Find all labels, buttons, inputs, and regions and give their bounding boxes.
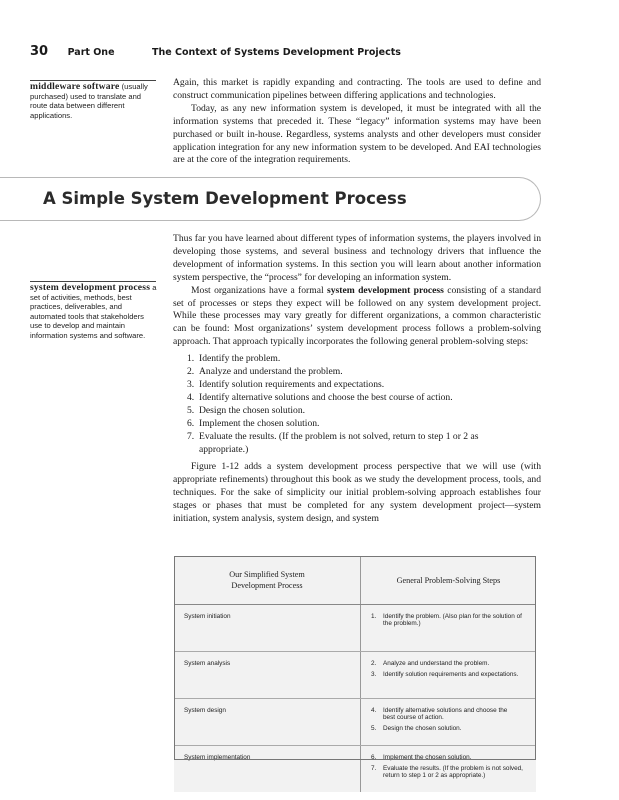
section-body [173,233,541,526]
stage-cell: System implementation [174,746,361,793]
section-paragraph: Thus far you have learned about different types of information systems, the players involved in developing those systems, and several business and technology drivers that influence the development of information systems. In this section you will learn about another information system perspective, the “process” for developing an information system. [173,233,541,283]
table-header-process: Our Simplified System Development Process [174,556,361,605]
table-header-steps: General Problem-Solving Steps [361,556,537,605]
steps-cell: 4. Identify alternative solutions and choose the best course of action. 5. Design the chosen solution. [361,699,537,746]
table-row [174,652,536,699]
problem-solving-steps [173,353,541,456]
part-label: Part One [67,47,115,58]
intro-paragraph: Again, this market is rapidly expanding and contracting. The tools are used to define and construct communication pipelines between differing applications and technologies. [173,77,541,101]
glossary-entry-middleware [30,82,160,120]
glossary-definition: (usually purchased) used to translate and route data between different applications. [30,82,148,120]
list-item: 2. Analyze and understand the problem. [187,366,343,378]
running-header [30,44,590,59]
table-row [174,746,536,793]
list-item: 7. Evaluate the results. (If the problem is not solved, return to step 1 or 2 as appropriate.) [187,430,479,455]
list-item: 4. Identify alternative solutions and choose the best course of action. [187,391,453,403]
section-paragraph: Figure 1-12 adds a system development process perspective that we will use (with appropriate refinements) throughout this book as we study the development process, tools, and techniques. For the sake of simplicity our initial problem-solving approach establishes four stages or phases that must be completed for any system development project—system initiation, system analysis, system design, and system [173,461,541,525]
list-item: 5. Design the chosen solution. [187,404,306,416]
list-item: 6. Implement the chosen solution. [187,417,320,429]
figure-table [174,556,536,792]
list-item: 1. Identify the problem. [187,353,281,365]
stage-cell: System design [174,699,361,746]
chapter-title: The Context of Systems Development Projects [152,47,401,58]
steps-cell: 6. Implement the chosen solution. 7. Evaluate the results. (If the problem is not solved, return to step 1 or 2 as appropriate.) [361,746,537,793]
page-number: 30 [30,44,49,59]
glossary-definition: a set of activities, methods, best practices, deliverables, and automated tools that stakeholders use to develop and maintain information systems and software. [30,283,157,340]
glossary-entry-system-development-process [30,283,158,341]
glossary-term: system development process [30,282,151,293]
intro-text [173,77,541,167]
section-paragraph: Most organizations have a formal system development process consisting of a standard set of processes or steps they expect will be followed on any system development project. While these processes may vary greatly for different organizations, a common characteristic can be found: Most organizations’ system development process follows a problem-solving approach. That approach typically incorporates the following general problem-solving steps: [173,284,541,348]
table-row [174,699,536,746]
steps-cell: 1. Identify the problem. (Also plan for the solution of the problem.) [361,605,537,652]
glossary-term: middleware software [30,81,120,92]
key-term: system development process [327,284,444,296]
list-item: 3. Identify solution requirements and expectations. [187,378,385,390]
table-row [174,605,536,652]
intro-paragraph: Today, as any new information system is developed, it must be integrated with all the information systems that preceded it. These “legacy” information systems may have been purchased or built in-house. Regardless, systems analysts and other developers must consider application integration for any new information system to be developed. And EAI technologies are at the core of the integration requirements. [173,102,541,166]
steps-cell: 2. Analyze and understand the problem. 3. Identify solution requirements and expectations. [361,652,537,699]
stage-cell: System analysis [174,652,361,699]
section-title: A Simple System Development Process [43,189,407,208]
stage-cell: System initiation [174,605,361,652]
